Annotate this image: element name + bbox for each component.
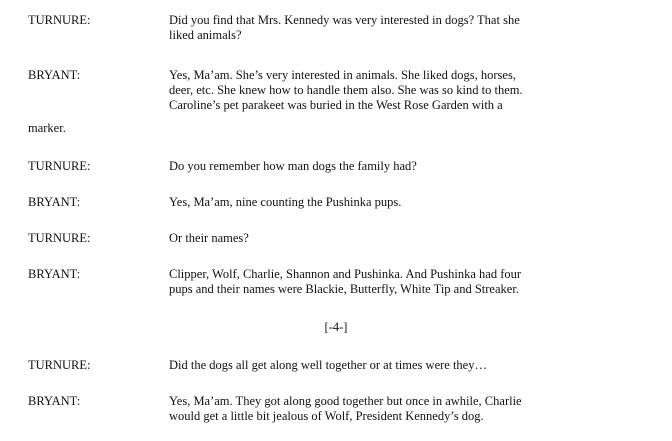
text-overflow-line: marker. <box>28 121 66 135</box>
text-line: deer, etc. She knew how to handle them also. She was so kind to them. <box>169 83 523 97</box>
text-line: Do you remember how man dogs the family had? <box>169 159 417 173</box>
text-line: Yes, Ma’am. She’s very interested in animals. She liked dogs, horses, <box>169 68 516 82</box>
speaker-label: BRYANT: <box>28 68 81 82</box>
text-line: would get a little bit jealous of Wolf, President Kennedy’s dog. <box>169 409 484 423</box>
text-line: Yes, Ma’am. They got along good together but once in awhile, Charlie <box>169 394 522 408</box>
text-line: Did you find that Mrs. Kennedy was very interested in dogs? That she <box>169 13 520 27</box>
speaker-label: TURNURE: <box>28 13 91 27</box>
text-line: Or their names? <box>169 231 249 245</box>
speaker-label: TURNURE: <box>28 159 91 173</box>
speaker-label: TURNURE: <box>28 358 91 372</box>
text-line: liked animals? <box>169 28 242 42</box>
text-line: Clipper, Wolf, Charlie, Shannon and Pushinka. And Pushinka had four <box>169 267 522 281</box>
turn-text <box>169 195 401 210</box>
text-line: Yes, Ma’am, nine counting the Pushinka pups. <box>169 195 402 209</box>
text-line: Did the dogs all get along well together or at times were they… <box>169 358 487 372</box>
turn-text <box>169 358 487 373</box>
speaker-label: BRYANT: <box>28 267 81 281</box>
turn-text <box>169 394 522 424</box>
speaker-label: TURNURE: <box>28 231 91 245</box>
page-number-marker: [-4-] <box>324 320 348 334</box>
turn-text <box>169 267 521 297</box>
turn-text <box>169 13 520 43</box>
speaker-label: BRYANT: <box>28 195 81 209</box>
text-line: pups and their names were Blackie, Butterfly, White Tip and Streaker. <box>169 282 519 296</box>
text-line: Caroline’s pet parakeet was buried in the West Rose Garden with a <box>169 98 503 112</box>
turn-text <box>169 68 523 113</box>
speaker-label: BRYANT: <box>28 394 81 408</box>
turn-text <box>169 231 249 246</box>
turn-text <box>169 159 417 174</box>
